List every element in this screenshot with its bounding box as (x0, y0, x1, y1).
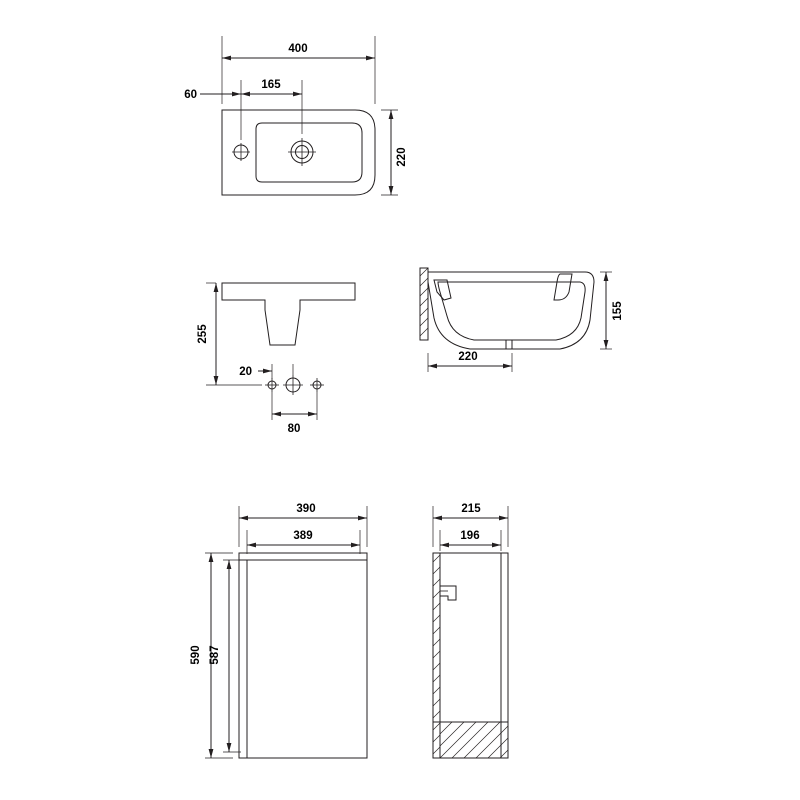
dim-590: 590 (190, 645, 202, 665)
basin-top-view (184, 36, 408, 195)
dim-389: 389 (293, 530, 313, 542)
unit-side-view (433, 503, 508, 758)
dim-165: 165 (261, 79, 281, 91)
dim-390: 390 (296, 503, 316, 515)
dim-60: 60 (184, 89, 197, 101)
dim-400: 400 (288, 43, 308, 55)
dim-155: 155 (612, 301, 624, 321)
dim-220-top: 220 (396, 147, 408, 167)
basin-section-view (420, 268, 624, 372)
dim-587: 587 (209, 645, 221, 665)
basin-fixing-holes (265, 375, 324, 395)
dim-215: 215 (461, 503, 481, 515)
dim-20: 20 (239, 366, 252, 378)
unit-front-view (190, 503, 367, 758)
dim-255: 255 (197, 324, 209, 344)
dim-80: 80 (287, 423, 301, 435)
basin-front-view (197, 283, 355, 435)
dim-196: 196 (460, 530, 480, 542)
dim-220-section: 220 (458, 351, 478, 363)
